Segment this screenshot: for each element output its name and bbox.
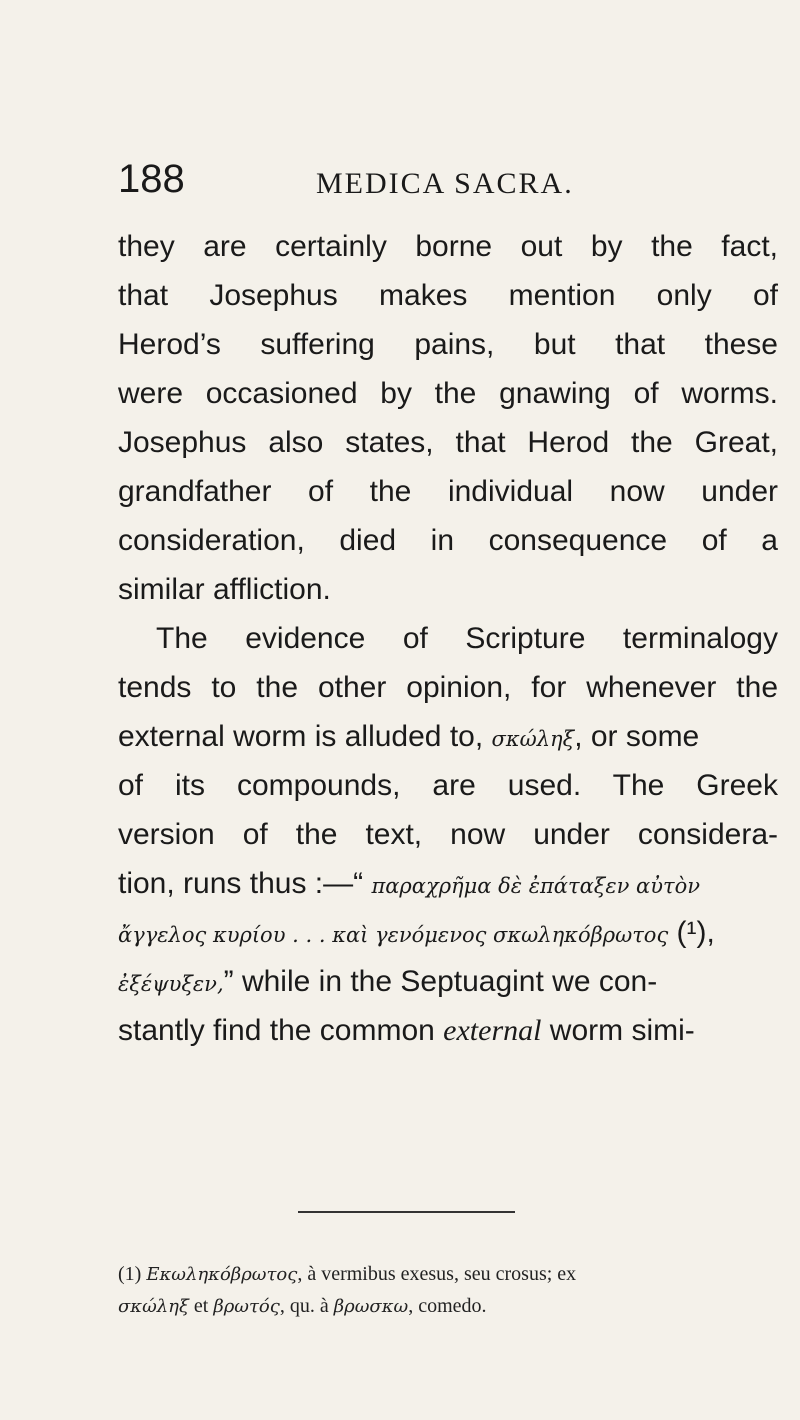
footnote-line-1-a: (1) [118,1263,147,1285]
text-line-10: tends to the other opinion, for whenever the [118,671,778,704]
footnote-line-2-a: et [188,1295,214,1317]
text-line-17-b: worm simi- [541,1014,695,1047]
text-line-17-a: stantly find the common [118,1014,444,1047]
text-line-13: version of the text, now under considera- [118,818,778,851]
footnote [118,1258,778,1322]
footnote-greek-skolex: σκώληξ [118,1296,189,1317]
footnote-line-1 [118,1258,778,1290]
page-number: 188 [118,157,185,201]
greek-quote-part-1: παραχρῆμα δὲ ἐπάταξεν αὐτὸν [371,874,701,898]
text-line-16-b: ” while in the Septuagint we con- [223,965,658,998]
text-line-14-a: tion, runs thus :—“ [118,867,364,900]
greek-quote-part-2: ἄγγελος κυρίου . . . καὶ γενόμενος σκωληκόβρωτος [118,923,669,947]
greek-term-skolex: σκώληξ [491,727,575,751]
text-line-17 [118,1006,778,1055]
footnote-line-2-c: , comedo. [408,1295,487,1317]
text-line-1: they are certainly borne out by the fact, [118,230,778,263]
text-line-8: similar affliction. [118,573,331,606]
text-line-15 [118,908,778,957]
text-line-11 [118,712,778,761]
running-title: MEDICA SACRA. [316,167,574,200]
footnote-greek-brosko: βρωσκω [333,1296,409,1317]
text-line-14 [118,859,778,908]
footnote-greek-term: Εκωληκόβρωτος [146,1264,298,1285]
text-line-7: consideration, died in consequence of a [118,524,778,557]
footnote-line-2 [118,1290,778,1322]
footnote-line-2-b: , qu. à [279,1295,334,1317]
page-header [118,157,758,217]
text-line-5: Josephus also states, that Herod the Great, [118,426,778,459]
footnote-greek-brotos: βρωτός [213,1296,280,1317]
text-line-12: of its compounds, are used. The Greek [118,769,778,802]
text-line-4: were occasioned by the gnawing of worms. [118,377,778,410]
text-line-11-a: external worm is alluded to, [118,720,484,753]
text-line-16 [118,957,778,1006]
text-line-9: The evidence of Scripture terminalogy [156,622,778,655]
text-line-3: Herod’s suffering pains, but that these [118,328,778,361]
text-line-6: grandfather of the individual now under [118,475,778,508]
greek-quote-part-3: ἐξέψυξεν, [118,972,224,996]
body-text [118,222,778,1055]
footnote-reference: (¹), [668,916,715,949]
footnote-line-1-b: , à vermibus exesus, seu crosus; ex [297,1263,577,1285]
italic-external: external [443,1014,542,1047]
footnote-divider [298,1211,515,1213]
text-line-2: that Josephus makes mention only of [118,279,778,312]
text-line-11-b: , or some [574,720,700,753]
